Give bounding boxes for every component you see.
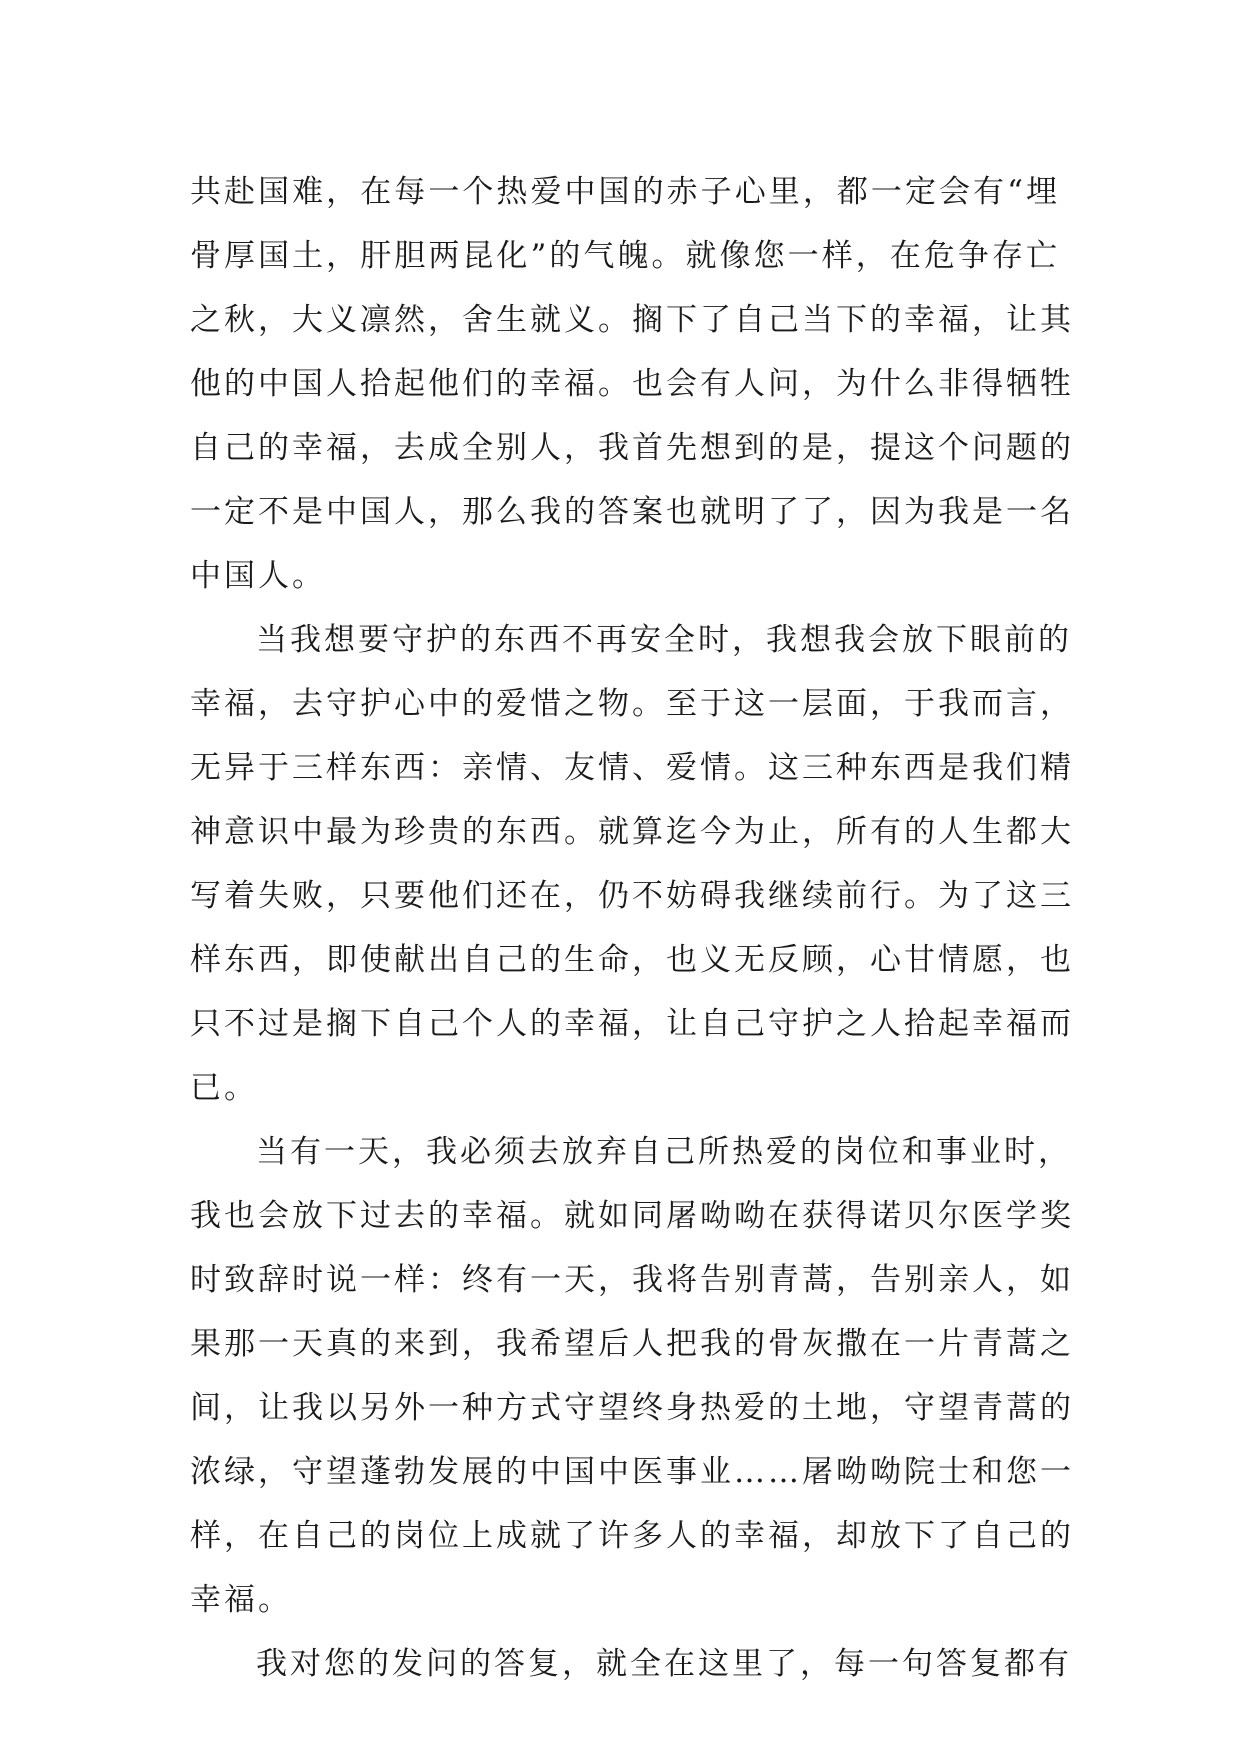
paragraph-start-line: 当有一天，我必须去放弃自己所热爱的岗位和事业时， <box>256 1134 1072 1170</box>
text-line: 我也会放下过去的幸福。就如同屠呦呦在获得诺贝尔医学奖 <box>190 1198 1074 1234</box>
text-line: 他的中国人拾起他们的幸福。也会有人问，为什么非得牺牲 <box>190 366 1074 402</box>
text-line: 幸福，去守护心中的爱惜之物。至于这一层面，于我而言， <box>190 686 1074 722</box>
text-line: 只不过是搁下自己个人的幸福，让自己守护之人拾起幸福而 <box>190 1006 1074 1042</box>
paragraph-start-line: 我对您的发问的答复，就全在这里了，每一句答复都有 <box>256 1646 1072 1682</box>
text-line: 已。 <box>190 1070 258 1106</box>
text-line: 写着失败，只要他们还在，仍不妨碍我继续前行。为了这三 <box>190 878 1074 914</box>
text-line: 幸福。 <box>190 1582 292 1618</box>
text-line: 中国人。 <box>190 558 326 594</box>
text-line: 样东西，即使献出自己的生命，也义无反顾，心甘情愿，也 <box>190 942 1074 978</box>
text-line: 一定不是中国人，那么我的答案也就明了了，因为我是一名 <box>190 494 1074 530</box>
text-line: 神意识中最为珍贵的东西。就算迄今为止，所有的人生都大 <box>190 814 1074 850</box>
text-line: 无异于三样东西：亲情、友情、爱情。这三种东西是我们精 <box>190 750 1074 786</box>
text-line: 时致辞时说一样：终有一天，我将告别青蒿，告别亲人，如 <box>190 1262 1074 1298</box>
text-line: 果那一天真的来到，我希望后人把我的骨灰撒在一片青蒿之 <box>190 1326 1074 1362</box>
text-line: 之秋，大义凛然，舍生就义。搁下了自己当下的幸福，让其 <box>190 302 1074 338</box>
text-line: 间，让我以另外一种方式守望终身热爱的土地，守望青蒿的 <box>190 1390 1074 1426</box>
text-line: 共赴国难，在每一个热爱中国的赤子心里，都一定会有“埋 <box>190 174 1060 210</box>
text-line: 样，在自己的岗位上成就了许多人的幸福，却放下了自己的 <box>190 1518 1074 1554</box>
text-line: 浓绿，守望蓬勃发展的中国中医事业……屠呦呦院士和您一 <box>190 1454 1074 1490</box>
paragraph-start-line: 当我想要守护的东西不再安全时，我想我会放下眼前的 <box>256 622 1072 658</box>
text-line: 自己的幸福，去成全别人，我首先想到的是，提这个问题的 <box>190 430 1074 466</box>
body-text <box>190 160 1074 1696</box>
text-line: 骨厚国土，肝胆两昆化”的气魄。就像您一样，在危争存亡 <box>190 238 1060 274</box>
